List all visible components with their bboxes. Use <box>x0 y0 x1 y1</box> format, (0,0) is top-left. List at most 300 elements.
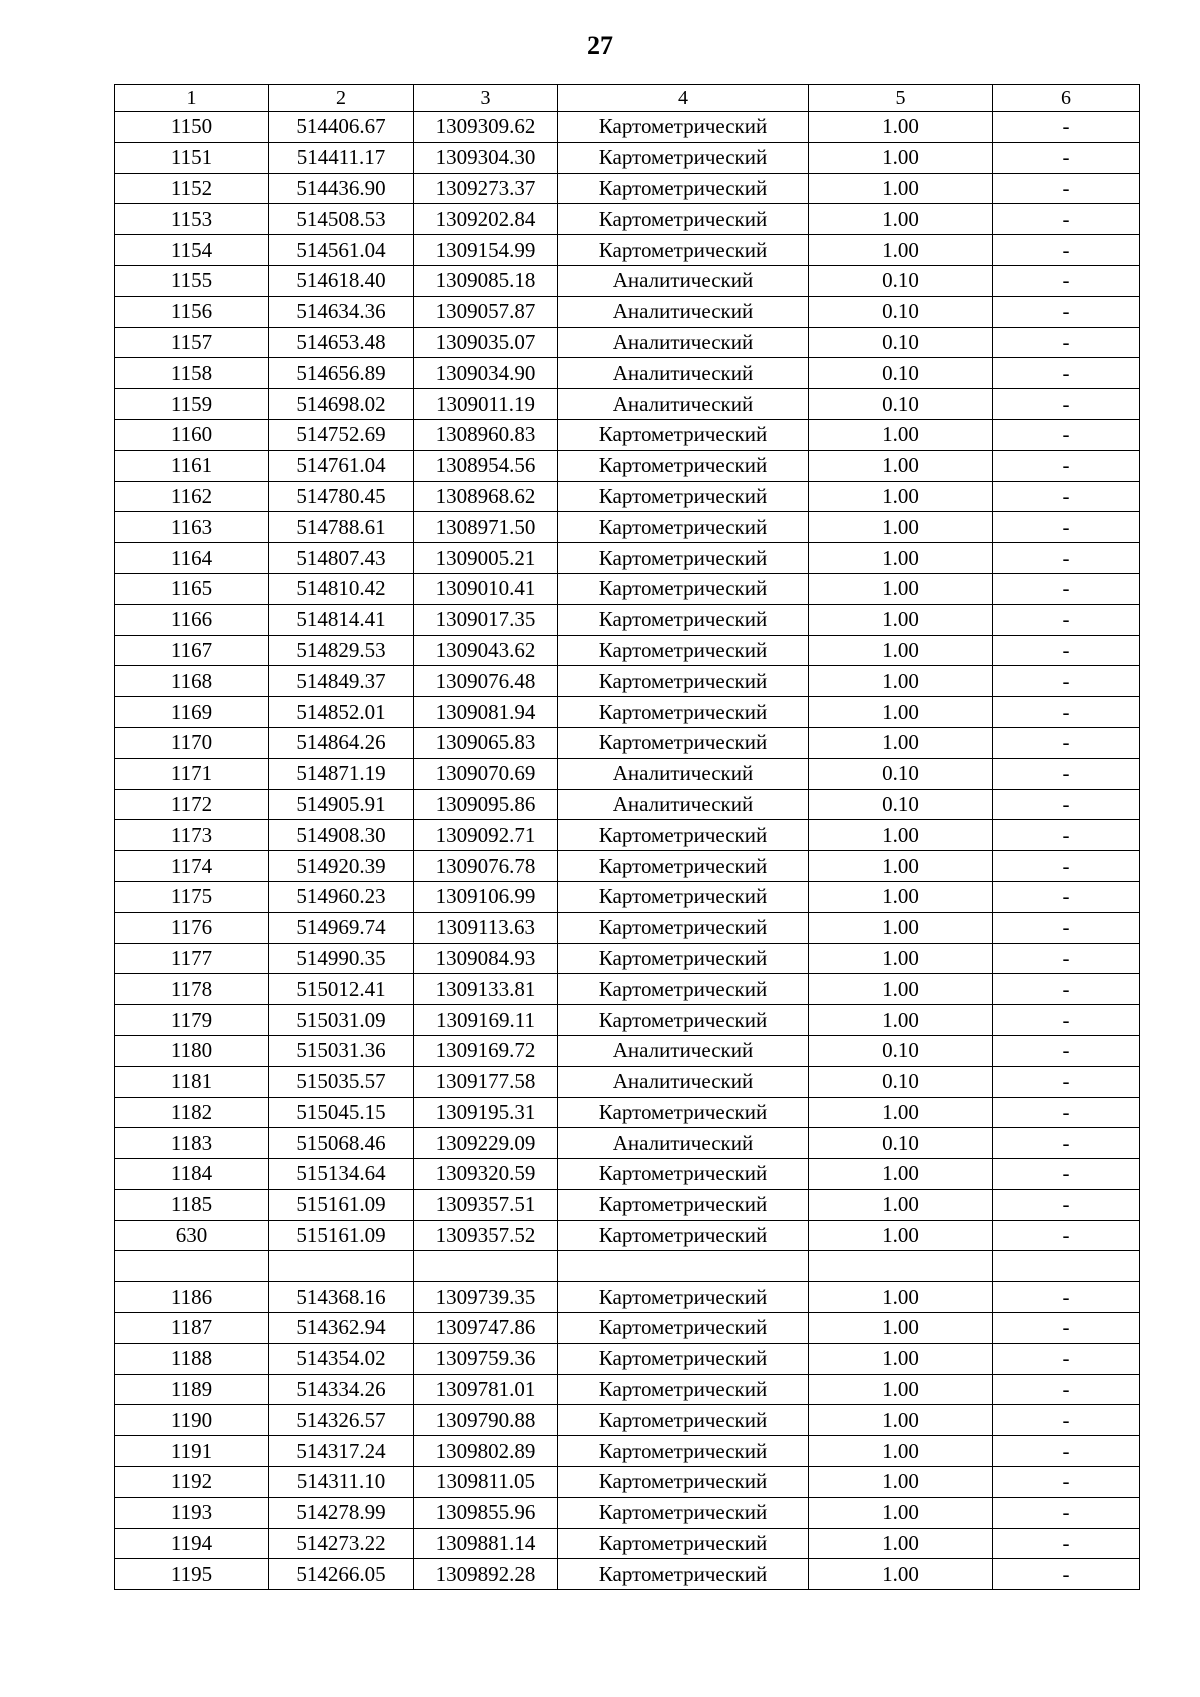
table-row <box>115 943 1140 974</box>
note-cell: - <box>993 666 1140 697</box>
table-row <box>115 881 1140 912</box>
note-cell: - <box>993 1159 1140 1190</box>
table-row <box>115 1035 1140 1066</box>
x-coordinate-cell: 514653.48 <box>269 327 414 358</box>
x-coordinate-cell: 515161.09 <box>269 1220 414 1251</box>
y-coordinate-cell: 1309034.90 <box>414 358 558 389</box>
point-number-cell: 1170 <box>115 727 269 758</box>
table-row <box>115 974 1140 1005</box>
accuracy-cell: 0.10 <box>809 1066 993 1097</box>
y-coordinate-cell: 1309781.01 <box>414 1374 558 1405</box>
x-coordinate-cell: 515012.41 <box>269 974 414 1005</box>
method-cell: Аналитический <box>558 1035 809 1066</box>
method-cell: Аналитический <box>558 265 809 296</box>
x-coordinate-cell: 514362.94 <box>269 1313 414 1344</box>
accuracy-cell: 1.00 <box>809 235 993 266</box>
table-row <box>115 912 1140 943</box>
point-number-cell: 1190 <box>115 1405 269 1436</box>
point-number-cell: 1164 <box>115 543 269 574</box>
note-cell: - <box>993 1220 1140 1251</box>
accuracy-cell: 1.00 <box>809 851 993 882</box>
table-row <box>115 1405 1140 1436</box>
method-cell <box>558 1251 809 1282</box>
note-cell: - <box>993 881 1140 912</box>
x-coordinate-cell: 514810.42 <box>269 573 414 604</box>
x-coordinate-cell: 514990.35 <box>269 943 414 974</box>
header-row <box>115 85 1140 112</box>
x-coordinate-cell: 514852.01 <box>269 697 414 728</box>
accuracy-cell: 0.10 <box>809 358 993 389</box>
accuracy-cell: 1.00 <box>809 450 993 481</box>
y-coordinate-cell: 1309790.88 <box>414 1405 558 1436</box>
y-coordinate-cell: 1309035.07 <box>414 327 558 358</box>
method-cell: Картометрический <box>558 912 809 943</box>
x-coordinate-cell: 514960.23 <box>269 881 414 912</box>
note-cell: - <box>993 1436 1140 1467</box>
method-cell: Картометрический <box>558 1005 809 1036</box>
method-cell: Аналитический <box>558 327 809 358</box>
table-row <box>115 1251 1140 1282</box>
y-coordinate-cell: 1308960.83 <box>414 419 558 450</box>
point-number-cell: 1193 <box>115 1497 269 1528</box>
y-coordinate-cell: 1309169.72 <box>414 1035 558 1066</box>
note-cell: - <box>993 296 1140 327</box>
point-number-cell: 1191 <box>115 1436 269 1467</box>
point-number-cell: 1173 <box>115 820 269 851</box>
point-number-cell: 1154 <box>115 235 269 266</box>
table-row <box>115 235 1140 266</box>
accuracy-cell: 1.00 <box>809 820 993 851</box>
method-cell: Картометрический <box>558 604 809 635</box>
x-coordinate-cell: 514656.89 <box>269 358 414 389</box>
note-cell: - <box>993 142 1140 173</box>
y-coordinate-cell: 1309177.58 <box>414 1066 558 1097</box>
note-cell: - <box>993 604 1140 635</box>
x-coordinate-cell: 514311.10 <box>269 1467 414 1498</box>
method-cell: Картометрический <box>558 112 809 143</box>
x-coordinate-cell: 515031.09 <box>269 1005 414 1036</box>
table-row <box>115 1005 1140 1036</box>
point-number-cell: 1153 <box>115 204 269 235</box>
accuracy-cell: 1.00 <box>809 1189 993 1220</box>
accuracy-cell: 1.00 <box>809 1436 993 1467</box>
table-body <box>115 112 1140 1590</box>
method-cell: Картометрический <box>558 1528 809 1559</box>
table-row <box>115 1313 1140 1344</box>
method-cell: Аналитический <box>558 1066 809 1097</box>
y-coordinate-cell: 1309811.05 <box>414 1467 558 1498</box>
point-number-cell: 1182 <box>115 1097 269 1128</box>
accuracy-cell: 0.10 <box>809 1128 993 1159</box>
point-number-cell: 1195 <box>115 1559 269 1590</box>
note-cell: - <box>993 389 1140 420</box>
x-coordinate-cell: 515045.15 <box>269 1097 414 1128</box>
x-coordinate-cell: 514698.02 <box>269 389 414 420</box>
accuracy-cell: 1.00 <box>809 1467 993 1498</box>
note-cell: - <box>993 265 1140 296</box>
note-cell: - <box>993 573 1140 604</box>
y-coordinate-cell: 1309084.93 <box>414 943 558 974</box>
method-cell: Аналитический <box>558 1128 809 1159</box>
y-coordinate-cell: 1309065.83 <box>414 727 558 758</box>
method-cell: Картометрический <box>558 173 809 204</box>
accuracy-cell: 1.00 <box>809 481 993 512</box>
method-cell: Картометрический <box>558 419 809 450</box>
accuracy-cell: 1.00 <box>809 573 993 604</box>
table-header <box>115 85 1140 112</box>
x-coordinate-cell: 514354.02 <box>269 1343 414 1374</box>
point-number-cell: 1165 <box>115 573 269 604</box>
y-coordinate-cell: 1309005.21 <box>414 543 558 574</box>
accuracy-cell: 1.00 <box>809 727 993 758</box>
point-number-cell: 1166 <box>115 604 269 635</box>
note-cell: - <box>993 419 1140 450</box>
table-row <box>115 1128 1140 1159</box>
table-row <box>115 512 1140 543</box>
table-row <box>115 1343 1140 1374</box>
accuracy-cell: 1.00 <box>809 666 993 697</box>
accuracy-cell: 0.10 <box>809 789 993 820</box>
method-cell: Картометрический <box>558 512 809 543</box>
method-cell: Картометрический <box>558 974 809 1005</box>
x-coordinate-cell: 515035.57 <box>269 1066 414 1097</box>
point-number-cell: 1159 <box>115 389 269 420</box>
x-coordinate-cell: 514905.91 <box>269 789 414 820</box>
table-row <box>115 1097 1140 1128</box>
point-number-cell: 1155 <box>115 265 269 296</box>
table-row <box>115 1282 1140 1313</box>
x-coordinate-cell: 514829.53 <box>269 635 414 666</box>
method-cell: Картометрический <box>558 1220 809 1251</box>
note-cell: - <box>993 1497 1140 1528</box>
accuracy-cell: 1.00 <box>809 1405 993 1436</box>
x-coordinate-cell: 514788.61 <box>269 512 414 543</box>
x-coordinate-cell: 514920.39 <box>269 851 414 882</box>
method-cell: Картометрический <box>558 851 809 882</box>
accuracy-cell: 1.00 <box>809 142 993 173</box>
x-coordinate-cell: 514508.53 <box>269 204 414 235</box>
method-cell: Картометрический <box>558 1343 809 1374</box>
x-coordinate-cell: 514908.30 <box>269 820 414 851</box>
x-coordinate-cell: 514334.26 <box>269 1374 414 1405</box>
table-row <box>115 296 1140 327</box>
x-coordinate-cell: 514561.04 <box>269 235 414 266</box>
point-number-cell: 1177 <box>115 943 269 974</box>
accuracy-cell: 1.00 <box>809 1097 993 1128</box>
table-row <box>115 327 1140 358</box>
x-coordinate-cell: 514752.69 <box>269 419 414 450</box>
accuracy-cell: 1.00 <box>809 1005 993 1036</box>
x-coordinate-cell: 514436.90 <box>269 173 414 204</box>
coordinates-table <box>114 84 1140 1590</box>
point-number-cell: 1180 <box>115 1035 269 1066</box>
y-coordinate-cell: 1309169.11 <box>414 1005 558 1036</box>
table-row <box>115 789 1140 820</box>
accuracy-cell: 0.10 <box>809 265 993 296</box>
method-cell: Картометрический <box>558 881 809 912</box>
y-coordinate-cell: 1309154.99 <box>414 235 558 266</box>
x-coordinate-cell: 514871.19 <box>269 758 414 789</box>
y-coordinate-cell: 1309010.41 <box>414 573 558 604</box>
y-coordinate-cell: 1309057.87 <box>414 296 558 327</box>
note-cell: - <box>993 543 1140 574</box>
x-coordinate-cell: 514618.40 <box>269 265 414 296</box>
y-coordinate-cell: 1309304.30 <box>414 142 558 173</box>
accuracy-cell: 1.00 <box>809 1313 993 1344</box>
note-cell: - <box>993 1313 1140 1344</box>
method-cell: Картометрический <box>558 1467 809 1498</box>
table-row <box>115 1436 1140 1467</box>
accuracy-cell: 1.00 <box>809 974 993 1005</box>
point-number-cell: 1168 <box>115 666 269 697</box>
y-coordinate-cell: 1309309.62 <box>414 112 558 143</box>
note-cell: - <box>993 112 1140 143</box>
method-cell: Картометрический <box>558 1313 809 1344</box>
accuracy-cell: 1.00 <box>809 1343 993 1374</box>
y-coordinate-cell: 1309881.14 <box>414 1528 558 1559</box>
note-cell <box>993 1251 1140 1282</box>
y-coordinate-cell: 1309106.99 <box>414 881 558 912</box>
note-cell: - <box>993 358 1140 389</box>
table-row <box>115 666 1140 697</box>
x-coordinate-cell: 514317.24 <box>269 1436 414 1467</box>
x-coordinate-cell: 515161.09 <box>269 1189 414 1220</box>
accuracy-cell: 1.00 <box>809 943 993 974</box>
x-coordinate-cell: 515134.64 <box>269 1159 414 1190</box>
table-row <box>115 1528 1140 1559</box>
note-cell: - <box>993 1467 1140 1498</box>
note-cell: - <box>993 327 1140 358</box>
method-cell: Картометрический <box>558 635 809 666</box>
y-coordinate-cell: 1309095.86 <box>414 789 558 820</box>
y-coordinate-cell: 1309855.96 <box>414 1497 558 1528</box>
y-coordinate-cell: 1309747.86 <box>414 1313 558 1344</box>
note-cell: - <box>993 974 1140 1005</box>
table-row <box>115 1189 1140 1220</box>
y-coordinate-cell: 1309085.18 <box>414 265 558 296</box>
x-coordinate-cell: 514273.22 <box>269 1528 414 1559</box>
note-cell: - <box>993 173 1140 204</box>
method-cell: Аналитический <box>558 358 809 389</box>
accuracy-cell: 1.00 <box>809 419 993 450</box>
point-number-cell: 1179 <box>115 1005 269 1036</box>
table-row <box>115 1159 1140 1190</box>
accuracy-cell: 1.00 <box>809 635 993 666</box>
method-cell: Аналитический <box>558 789 809 820</box>
note-cell: - <box>993 820 1140 851</box>
x-coordinate-cell: 514266.05 <box>269 1559 414 1590</box>
note-cell: - <box>993 635 1140 666</box>
note-cell: - <box>993 1189 1140 1220</box>
accuracy-cell: 1.00 <box>809 543 993 574</box>
point-number-cell: 1176 <box>115 912 269 943</box>
point-number-cell: 1169 <box>115 697 269 728</box>
method-cell: Картометрический <box>558 235 809 266</box>
y-coordinate-cell: 1309802.89 <box>414 1436 558 1467</box>
accuracy-cell: 1.00 <box>809 881 993 912</box>
point-number-cell: 1183 <box>115 1128 269 1159</box>
y-coordinate-cell: 1309202.84 <box>414 204 558 235</box>
table-row <box>115 820 1140 851</box>
x-coordinate-cell <box>269 1251 414 1282</box>
table-row <box>115 697 1140 728</box>
y-coordinate-cell: 1309357.52 <box>414 1220 558 1251</box>
table-row <box>115 481 1140 512</box>
table-row <box>115 727 1140 758</box>
method-cell: Картометрический <box>558 697 809 728</box>
x-coordinate-cell: 514780.45 <box>269 481 414 512</box>
note-cell: - <box>993 1343 1140 1374</box>
accuracy-cell: 1.00 <box>809 1220 993 1251</box>
point-number-cell: 1160 <box>115 419 269 450</box>
x-coordinate-cell: 514411.17 <box>269 142 414 173</box>
note-cell: - <box>993 204 1140 235</box>
note-cell: - <box>993 943 1140 974</box>
x-coordinate-cell: 514864.26 <box>269 727 414 758</box>
method-cell: Картометрический <box>558 1497 809 1528</box>
y-coordinate-cell: 1308954.56 <box>414 450 558 481</box>
table-row <box>115 112 1140 143</box>
point-number-cell: 1174 <box>115 851 269 882</box>
table-row <box>115 358 1140 389</box>
method-cell: Картометрический <box>558 1189 809 1220</box>
point-number-cell: 1178 <box>115 974 269 1005</box>
note-cell: - <box>993 851 1140 882</box>
column-header-5: 5 <box>809 85 993 112</box>
y-coordinate-cell: 1309076.78 <box>414 851 558 882</box>
y-coordinate-cell: 1308968.62 <box>414 481 558 512</box>
accuracy-cell: 1.00 <box>809 604 993 635</box>
page-number: 27 <box>587 31 613 60</box>
table-row <box>115 635 1140 666</box>
note-cell: - <box>993 512 1140 543</box>
table-row <box>115 1220 1140 1251</box>
table-row <box>115 450 1140 481</box>
point-number-cell: 1187 <box>115 1313 269 1344</box>
note-cell: - <box>993 912 1140 943</box>
accuracy-cell: 0.10 <box>809 296 993 327</box>
note-cell: - <box>993 1374 1140 1405</box>
note-cell: - <box>993 1035 1140 1066</box>
method-cell: Картометрический <box>558 727 809 758</box>
table-row <box>115 173 1140 204</box>
method-cell: Картометрический <box>558 666 809 697</box>
accuracy-cell: 1.00 <box>809 204 993 235</box>
point-number-cell: 1151 <box>115 142 269 173</box>
note-cell: - <box>993 697 1140 728</box>
accuracy-cell: 0.10 <box>809 389 993 420</box>
point-number-cell: 1157 <box>115 327 269 358</box>
y-coordinate-cell: 1309133.81 <box>414 974 558 1005</box>
table-row <box>115 573 1140 604</box>
x-coordinate-cell: 514326.57 <box>269 1405 414 1436</box>
method-cell: Аналитический <box>558 389 809 420</box>
y-coordinate-cell: 1309759.36 <box>414 1343 558 1374</box>
y-coordinate-cell: 1309357.51 <box>414 1189 558 1220</box>
y-coordinate-cell: 1309892.28 <box>414 1559 558 1590</box>
x-coordinate-cell: 514849.37 <box>269 666 414 697</box>
y-coordinate-cell: 1309070.69 <box>414 758 558 789</box>
table-row <box>115 389 1140 420</box>
method-cell: Картометрический <box>558 1282 809 1313</box>
accuracy-cell: 1.00 <box>809 912 993 943</box>
accuracy-cell: 0.10 <box>809 758 993 789</box>
method-cell: Аналитический <box>558 758 809 789</box>
point-number-cell: 1162 <box>115 481 269 512</box>
accuracy-cell: 1.00 <box>809 1528 993 1559</box>
x-coordinate-cell: 514278.99 <box>269 1497 414 1528</box>
y-coordinate-cell: 1309043.62 <box>414 635 558 666</box>
note-cell: - <box>993 1282 1140 1313</box>
method-cell: Картометрический <box>558 204 809 235</box>
table-row <box>115 204 1140 235</box>
table-row <box>115 1467 1140 1498</box>
accuracy-cell: 0.10 <box>809 327 993 358</box>
method-cell: Картометрический <box>558 450 809 481</box>
accuracy-cell: 1.00 <box>809 1559 993 1590</box>
column-header-3: 3 <box>414 85 558 112</box>
y-coordinate-cell <box>414 1251 558 1282</box>
note-cell: - <box>993 1559 1140 1590</box>
table-row <box>115 758 1140 789</box>
method-cell: Аналитический <box>558 296 809 327</box>
point-number-cell: 1167 <box>115 635 269 666</box>
y-coordinate-cell: 1309076.48 <box>414 666 558 697</box>
method-cell: Картометрический <box>558 1159 809 1190</box>
table-row <box>115 419 1140 450</box>
point-number-cell: 1188 <box>115 1343 269 1374</box>
point-number-cell: 1163 <box>115 512 269 543</box>
note-cell: - <box>993 789 1140 820</box>
note-cell: - <box>993 481 1140 512</box>
table-row <box>115 604 1140 635</box>
accuracy-cell: 1.00 <box>809 173 993 204</box>
table-row <box>115 1497 1140 1528</box>
table-row <box>115 1066 1140 1097</box>
method-cell: Картометрический <box>558 1097 809 1128</box>
point-number-cell: 1185 <box>115 1189 269 1220</box>
y-coordinate-cell: 1308971.50 <box>414 512 558 543</box>
note-cell: - <box>993 1066 1140 1097</box>
note-cell: - <box>993 450 1140 481</box>
point-number-cell: 1156 <box>115 296 269 327</box>
method-cell: Картометрический <box>558 1374 809 1405</box>
accuracy-cell: 1.00 <box>809 1497 993 1528</box>
accuracy-cell: 1.00 <box>809 697 993 728</box>
y-coordinate-cell: 1309739.35 <box>414 1282 558 1313</box>
column-header-1: 1 <box>115 85 269 112</box>
note-cell: - <box>993 727 1140 758</box>
column-header-6: 6 <box>993 85 1140 112</box>
point-number-cell <box>115 1251 269 1282</box>
point-number-cell: 1161 <box>115 450 269 481</box>
table-row <box>115 1374 1140 1405</box>
method-cell: Картометрический <box>558 1436 809 1467</box>
method-cell: Картометрический <box>558 1559 809 1590</box>
y-coordinate-cell: 1309273.37 <box>414 173 558 204</box>
table-row <box>115 1559 1140 1590</box>
point-number-cell: 630 <box>115 1220 269 1251</box>
note-cell: - <box>993 1528 1140 1559</box>
point-number-cell: 1184 <box>115 1159 269 1190</box>
y-coordinate-cell: 1309113.63 <box>414 912 558 943</box>
note-cell: - <box>993 1005 1140 1036</box>
note-cell: - <box>993 1405 1140 1436</box>
y-coordinate-cell: 1309229.09 <box>414 1128 558 1159</box>
x-coordinate-cell: 514807.43 <box>269 543 414 574</box>
x-coordinate-cell: 515031.36 <box>269 1035 414 1066</box>
x-coordinate-cell: 514814.41 <box>269 604 414 635</box>
